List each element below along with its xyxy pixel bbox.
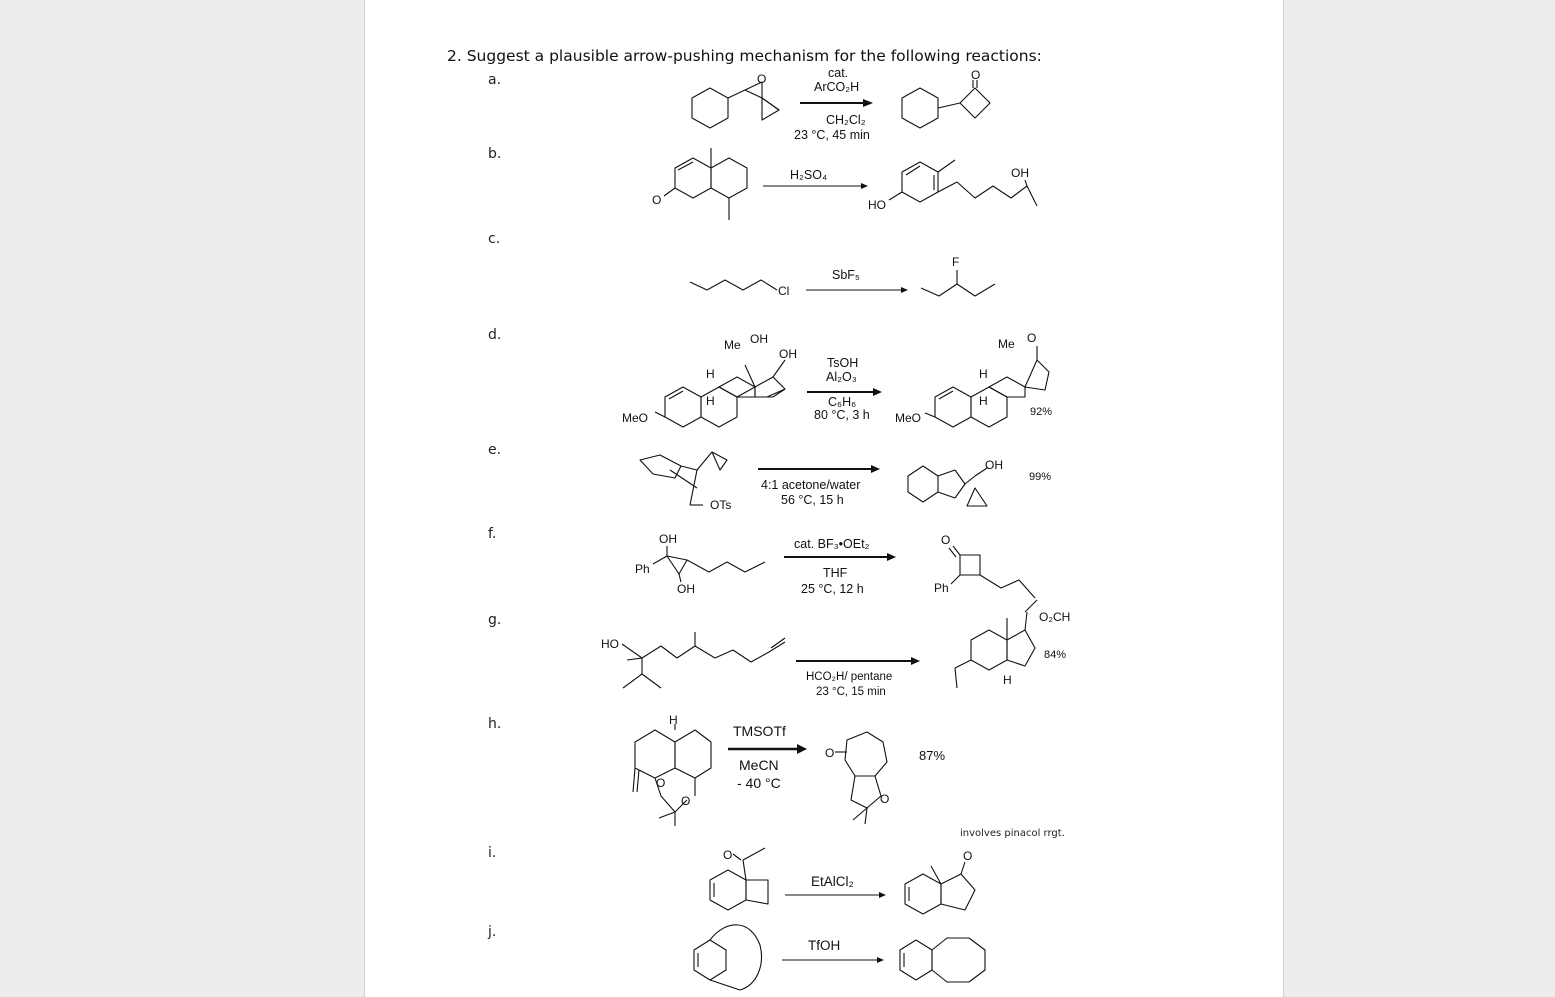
rxn-a-reactant xyxy=(692,82,779,128)
rxn-b-product-oh: OH xyxy=(1011,166,1029,180)
rxn-f-ph: Ph xyxy=(635,562,650,576)
rxn-a-product xyxy=(902,80,990,128)
rxn-g-product-co2h: O₂CH xyxy=(1039,610,1071,624)
rxn-a-solvent: CH₂Cl₂ xyxy=(826,113,866,127)
rxn-f-reagent: cat. BF₃•OEt₂ xyxy=(794,537,870,551)
rxn-c-reactant xyxy=(690,280,777,290)
rxn-a-temp: 23 °C, 45 min xyxy=(794,128,870,142)
rxn-f-oh2: OH xyxy=(677,582,695,596)
reaction-label-f: f. xyxy=(488,526,497,542)
reaction-label-d: d. xyxy=(488,327,502,343)
rxn-h-yield: 87% xyxy=(919,748,946,763)
rxn-g-ho: HO xyxy=(601,637,619,651)
rxn-i-product-o: O xyxy=(963,849,973,863)
rxn-d-product-h2: H xyxy=(979,394,988,408)
rxn-h-temp: - 40 °C xyxy=(737,775,781,791)
rxn-i-reactant xyxy=(710,848,768,910)
rxn-e-product xyxy=(908,466,987,506)
rxn-d-solvent: C₆H₆ xyxy=(828,395,857,409)
rxn-e-yield: 99% xyxy=(1029,471,1052,483)
rxn-e-ots: OTs xyxy=(710,498,732,512)
rxn-c-product xyxy=(921,284,995,296)
rxn-i-reagent: EtAlCl₂ xyxy=(811,874,854,889)
reaction-label-c: c. xyxy=(488,231,501,247)
rxn-h-note: involves pinacol rrgt. xyxy=(960,828,1065,839)
rxn-h-product xyxy=(835,732,890,824)
reaction-label-b: b. xyxy=(488,146,502,162)
rxn-d-meo: MeO xyxy=(622,411,649,425)
rxn-d-product-meo: MeO xyxy=(895,411,922,425)
rxn-g-product xyxy=(955,600,1037,688)
rxn-d-reactant xyxy=(655,360,785,427)
rxn-g-yield: 84% xyxy=(1044,649,1067,661)
rxn-f-oh1: OH xyxy=(659,532,677,546)
rxn-e-product-oh: OH xyxy=(985,458,1003,472)
rxn-j-reagent: TfOH xyxy=(808,938,841,953)
rxn-j-reactant xyxy=(694,925,761,990)
rxn-g-solvent: HCO₂H/ pentane xyxy=(806,671,893,683)
rxn-a-ketone-o: O xyxy=(971,68,981,82)
rxn-h-o1: O xyxy=(656,776,666,790)
rxn-h-solvent: MeCN xyxy=(739,757,779,773)
structures-drawing xyxy=(365,0,1283,997)
rxn-i-ketone-o: O xyxy=(723,848,733,862)
question-heading: 2. Suggest a plausible arrow-pushing mechanism for the following reactions: xyxy=(447,47,1042,65)
document-page xyxy=(364,0,1284,997)
rxn-c-reagent: SbF₅ xyxy=(832,268,860,282)
rxn-h-reactant xyxy=(633,724,711,826)
rxn-d-reagent2: Al₂O₃ xyxy=(826,370,857,384)
rxn-e-solvent: 4:1 acetone/water xyxy=(761,478,861,492)
rxn-h-o2: O xyxy=(681,794,691,808)
reaction-label-h: h. xyxy=(488,716,502,732)
reaction-label-g: g. xyxy=(488,612,502,628)
rxn-j-product xyxy=(900,938,985,982)
reaction-label-j: j. xyxy=(488,924,497,940)
rxn-a-epoxide-o: O xyxy=(757,72,767,86)
rxn-h-product-o2: O xyxy=(880,792,890,806)
rxn-d-product-o: O xyxy=(1027,331,1037,345)
rxn-a-reagent: ArCO₂H xyxy=(814,80,860,94)
rxn-a-cat: cat. xyxy=(828,66,849,80)
rxn-b-ketone-o: O xyxy=(652,193,662,207)
rxn-f-product-ph: Ph xyxy=(934,581,949,595)
rxn-g-temp: 23 °C, 15 min xyxy=(816,686,886,698)
rxn-i-product xyxy=(905,862,975,914)
rxn-d-product-me: Me xyxy=(998,337,1015,351)
rxn-d-h2: H xyxy=(706,394,715,408)
rxn-c-fluoride: F xyxy=(952,255,960,269)
rxn-h-reagent: TMSOTf xyxy=(733,723,786,739)
rxn-e-temp: 56 °C, 15 h xyxy=(781,493,844,507)
rxn-d-oh1: OH xyxy=(750,332,768,346)
rxn-f-reactant xyxy=(653,546,765,582)
reaction-label-a: a. xyxy=(488,72,502,88)
rxn-c-chloride: Cl xyxy=(778,284,790,298)
reaction-label-e: e. xyxy=(488,442,502,458)
rxn-d-product xyxy=(925,346,1049,427)
rxn-b-phenol-ho: HO xyxy=(868,198,886,212)
rxn-d-oh2: OH xyxy=(779,347,797,361)
rxn-d-temp: 80 °C, 3 h xyxy=(814,408,870,422)
rxn-d-yield: 92% xyxy=(1030,406,1053,418)
rxn-f-product xyxy=(949,546,1035,598)
rxn-f-product-o: O xyxy=(941,533,951,547)
rxn-h-product-o1: O xyxy=(825,746,835,760)
rxn-d-h1: H xyxy=(706,367,715,381)
rxn-b-reactant xyxy=(664,148,747,220)
rxn-g-product-h: H xyxy=(1003,673,1012,687)
reaction-label-i: i. xyxy=(488,845,497,861)
rxn-d-reagent: TsOH xyxy=(827,356,859,370)
rxn-h-h: H xyxy=(669,713,678,727)
rxn-g-reactant xyxy=(622,632,785,688)
rxn-d-product-h1: H xyxy=(979,367,988,381)
rxn-b-reagent: H₂SO₄ xyxy=(790,168,828,182)
rxn-f-temp: 25 °C, 12 h xyxy=(801,582,864,596)
rxn-f-solvent: THF xyxy=(823,566,848,580)
rxn-d-me: Me xyxy=(724,338,741,352)
